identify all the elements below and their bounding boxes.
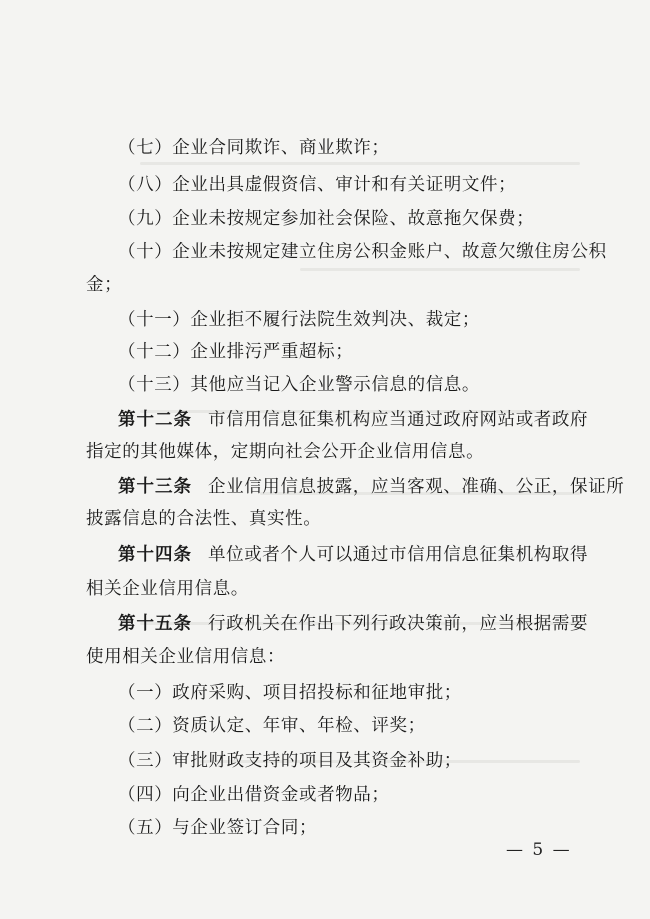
item-10-cont: 金； bbox=[86, 275, 123, 295]
item-11: （十一）企业拒不履行法院生效判决、裁定； bbox=[118, 310, 480, 330]
article-12 bbox=[118, 409, 588, 431]
item-1: （一）政府采购、项目招投标和征地审批； bbox=[118, 683, 462, 703]
article-13-text: 企业信用信息披露，应当客观、准确、公正，保证所 bbox=[208, 477, 625, 497]
item-9: （九）企业未按规定参加社会保险、故意拖欠保费； bbox=[118, 209, 535, 229]
item-10: （十）企业未按规定建立住房公积金账户、故意欠缴住房公积 bbox=[118, 242, 607, 262]
article-13-cont: 披露信息的合法性、真实性。 bbox=[86, 509, 322, 529]
item-7: （七）企业合同欺诈、商业欺诈； bbox=[118, 138, 390, 158]
article-15-heading: 第十五条 bbox=[118, 614, 192, 634]
article-12-text: 市信用信息征集机构应当通过政府网站或者政府 bbox=[208, 410, 589, 430]
show-through bbox=[140, 162, 580, 165]
article-14-cont: 相关企业信用信息。 bbox=[86, 579, 249, 599]
article-14-heading: 第十四条 bbox=[118, 545, 192, 565]
article-12-heading: 第十二条 bbox=[118, 410, 192, 430]
article-13-heading: 第十三条 bbox=[118, 477, 192, 497]
item-12: （十二）企业排污严重超标； bbox=[118, 342, 354, 362]
item-8: （八）企业出具虚假资信、审计和有关证明文件； bbox=[118, 175, 517, 195]
article-15-text: 行政机关在作出下列行政决策前，应当根据需要 bbox=[208, 614, 589, 634]
show-through bbox=[300, 268, 580, 271]
item-4: （四）向企业出借资金或者物品； bbox=[118, 785, 390, 805]
item-3: （三）审批财政支持的项目及其资金补助； bbox=[118, 751, 462, 771]
article-15 bbox=[118, 613, 588, 635]
item-13: （十三）其他应当记入企业警示信息的信息。 bbox=[118, 375, 480, 395]
article-13 bbox=[118, 476, 624, 498]
article-14 bbox=[118, 544, 588, 566]
article-15-cont: 使用相关企业信用信息： bbox=[86, 647, 286, 667]
article-12-cont: 指定的其他媒体，定期向社会公开企业信用信息。 bbox=[86, 442, 485, 462]
page-number: — 5 — bbox=[506, 840, 572, 860]
item-2: （二）资质认定、年审、年检、评奖； bbox=[118, 716, 426, 736]
item-5: （五）与企业签订合同； bbox=[118, 818, 318, 838]
article-14-text: 单位或者个人可以通过市信用信息征集机构取得 bbox=[208, 545, 589, 565]
